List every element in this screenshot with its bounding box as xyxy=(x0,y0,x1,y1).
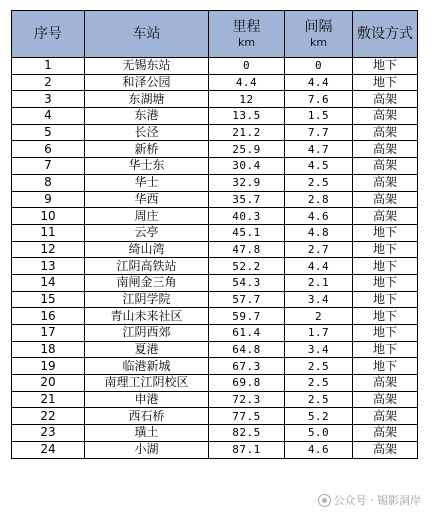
cell-interval: 7.6 xyxy=(285,91,353,108)
cell-distance: 64.8 xyxy=(209,341,285,358)
table-row xyxy=(12,58,418,75)
station-table xyxy=(11,10,418,459)
header-layout: 敷设方式 xyxy=(353,11,418,58)
cell-distance: 69.8 xyxy=(209,375,285,392)
cell-index: 24 xyxy=(12,441,85,458)
cell-distance: 35.7 xyxy=(209,191,285,208)
cell-layout: 高架 xyxy=(353,158,418,175)
table-body xyxy=(12,58,418,459)
cell-station: 江阴学院 xyxy=(85,291,209,308)
cell-distance: 77.5 xyxy=(209,408,285,425)
table-row xyxy=(12,308,418,325)
cell-distance: 67.3 xyxy=(209,358,285,375)
cell-station: 西石桥 xyxy=(85,408,209,425)
cell-station: 无锡东站 xyxy=(85,58,209,75)
cell-index: 6 xyxy=(12,141,85,158)
cell-layout: 高架 xyxy=(353,124,418,141)
cell-index: 3 xyxy=(12,91,85,108)
cell-layout: 高架 xyxy=(353,391,418,408)
cell-index: 11 xyxy=(12,224,85,241)
table-row xyxy=(12,425,418,442)
cell-interval: 0 xyxy=(285,58,353,75)
cell-index: 18 xyxy=(12,341,85,358)
cell-interval: 7.7 xyxy=(285,124,353,141)
header-station: 车站 xyxy=(85,11,209,58)
cell-station: 江阴西郊 xyxy=(85,325,209,342)
cell-interval: 4.5 xyxy=(285,158,353,175)
cell-interval: 2.5 xyxy=(285,358,353,375)
cell-station: 南理工江阴校区 xyxy=(85,375,209,392)
cell-distance: 4.4 xyxy=(209,74,285,91)
cell-station: 华士 xyxy=(85,174,209,191)
cell-interval: 2.8 xyxy=(285,191,353,208)
cell-interval: 3.4 xyxy=(285,291,353,308)
cell-index: 8 xyxy=(12,174,85,191)
cell-interval: 3.4 xyxy=(285,341,353,358)
cell-layout: 高架 xyxy=(353,91,418,108)
cell-station: 申港 xyxy=(85,391,209,408)
cell-distance: 12 xyxy=(209,91,285,108)
cell-index: 2 xyxy=(12,74,85,91)
cell-interval: 2.1 xyxy=(285,274,353,291)
cell-station: 绮山湾 xyxy=(85,241,209,258)
cell-interval: 2.7 xyxy=(285,241,353,258)
table-row xyxy=(12,325,418,342)
table-row xyxy=(12,375,418,392)
station-table-container xyxy=(11,10,418,459)
table-row xyxy=(12,141,418,158)
cell-layout: 地下 xyxy=(353,58,418,75)
cell-distance: 59.7 xyxy=(209,308,285,325)
cell-distance: 61.4 xyxy=(209,325,285,342)
cell-layout: 高架 xyxy=(353,375,418,392)
cell-interval: 5.0 xyxy=(285,425,353,442)
cell-layout: 地下 xyxy=(353,325,418,342)
cell-layout: 地下 xyxy=(353,341,418,358)
cell-distance: 45.1 xyxy=(209,224,285,241)
table-header-row xyxy=(12,11,418,58)
table-row xyxy=(12,441,418,458)
cell-distance: 72.3 xyxy=(209,391,285,408)
cell-index: 13 xyxy=(12,258,85,275)
header-interval-label: 间隔 xyxy=(304,18,333,35)
cell-distance: 57.7 xyxy=(209,291,285,308)
cell-index: 21 xyxy=(12,391,85,408)
cell-interval: 4.8 xyxy=(285,224,353,241)
cell-index: 19 xyxy=(12,358,85,375)
table-row xyxy=(12,358,418,375)
cell-distance: 21.2 xyxy=(209,124,285,141)
cell-interval: 5.2 xyxy=(285,408,353,425)
cell-distance: 0 xyxy=(209,58,285,75)
watermark xyxy=(318,492,422,508)
cell-layout: 地下 xyxy=(353,74,418,91)
cell-index: 1 xyxy=(12,58,85,75)
wechat-official-account-icon xyxy=(318,494,331,507)
cell-station: 东港 xyxy=(85,108,209,125)
cell-index: 17 xyxy=(12,325,85,342)
table-row xyxy=(12,74,418,91)
cell-station: 夏港 xyxy=(85,341,209,358)
cell-distance: 54.3 xyxy=(209,274,285,291)
table-row xyxy=(12,208,418,225)
cell-interval: 4.6 xyxy=(285,441,353,458)
cell-layout: 地下 xyxy=(353,241,418,258)
cell-station: 和泽公园 xyxy=(85,74,209,91)
cell-station: 云亭 xyxy=(85,224,209,241)
cell-distance: 32.9 xyxy=(209,174,285,191)
cell-distance: 30.4 xyxy=(209,158,285,175)
cell-index: 12 xyxy=(12,241,85,258)
cell-station: 新桥 xyxy=(85,141,209,158)
cell-interval: 2.5 xyxy=(285,174,353,191)
table-row xyxy=(12,274,418,291)
cell-index: 10 xyxy=(12,208,85,225)
cell-distance: 52.2 xyxy=(209,258,285,275)
cell-interval: 2.5 xyxy=(285,375,353,392)
table-row xyxy=(12,124,418,141)
cell-station: 小湖 xyxy=(85,441,209,458)
table-row xyxy=(12,241,418,258)
cell-index: 9 xyxy=(12,191,85,208)
cell-layout: 高架 xyxy=(353,208,418,225)
header-distance xyxy=(209,11,285,58)
header-distance-unit: km xyxy=(237,35,256,49)
cell-station: 南闸金三角 xyxy=(85,274,209,291)
table-row xyxy=(12,391,418,408)
cell-station: 周庄 xyxy=(85,208,209,225)
cell-index: 23 xyxy=(12,425,85,442)
cell-layout: 地下 xyxy=(353,308,418,325)
cell-distance: 25.9 xyxy=(209,141,285,158)
cell-layout: 地下 xyxy=(353,274,418,291)
table-row xyxy=(12,174,418,191)
table-row xyxy=(12,341,418,358)
table-row xyxy=(12,408,418,425)
cell-distance: 87.1 xyxy=(209,441,285,458)
cell-interval: 4.4 xyxy=(285,74,353,91)
cell-distance: 13.5 xyxy=(209,108,285,125)
cell-layout: 地下 xyxy=(353,258,418,275)
cell-station: 华西 xyxy=(85,191,209,208)
cell-index: 16 xyxy=(12,308,85,325)
cell-layout: 地下 xyxy=(353,358,418,375)
cell-distance: 40.3 xyxy=(209,208,285,225)
cell-layout: 高架 xyxy=(353,441,418,458)
cell-interval: 4.7 xyxy=(285,141,353,158)
cell-station: 东湖塘 xyxy=(85,91,209,108)
cell-interval: 1.5 xyxy=(285,108,353,125)
cell-layout: 高架 xyxy=(353,141,418,158)
table-row xyxy=(12,224,418,241)
cell-interval: 4.4 xyxy=(285,258,353,275)
cell-layout: 地下 xyxy=(353,224,418,241)
cell-index: 15 xyxy=(12,291,85,308)
cell-index: 7 xyxy=(12,158,85,175)
cell-index: 22 xyxy=(12,408,85,425)
table-row xyxy=(12,258,418,275)
cell-index: 4 xyxy=(12,108,85,125)
cell-interval: 4.6 xyxy=(285,208,353,225)
cell-layout: 高架 xyxy=(353,425,418,442)
cell-index: 5 xyxy=(12,124,85,141)
table-row xyxy=(12,108,418,125)
cell-station: 临港新城 xyxy=(85,358,209,375)
table-row xyxy=(12,291,418,308)
cell-index: 14 xyxy=(12,274,85,291)
cell-interval: 2 xyxy=(285,308,353,325)
table-row xyxy=(12,91,418,108)
watermark-text: 公众号 · 锡影洞岸 xyxy=(333,494,421,507)
cell-index: 20 xyxy=(12,375,85,392)
table-row xyxy=(12,158,418,175)
header-distance-label: 里程 xyxy=(232,18,261,35)
cell-station: 华士东 xyxy=(85,158,209,175)
cell-interval: 1.7 xyxy=(285,325,353,342)
cell-station: 璜土 xyxy=(85,425,209,442)
header-interval xyxy=(285,11,353,58)
header-index: 序号 xyxy=(12,11,85,58)
cell-distance: 47.8 xyxy=(209,241,285,258)
cell-station: 青山未来社区 xyxy=(85,308,209,325)
cell-station: 江阴高铁站 xyxy=(85,258,209,275)
header-interval-unit: km xyxy=(309,35,328,49)
cell-layout: 高架 xyxy=(353,191,418,208)
cell-distance: 82.5 xyxy=(209,425,285,442)
table-row xyxy=(12,191,418,208)
cell-layout: 高架 xyxy=(353,108,418,125)
cell-interval: 2.5 xyxy=(285,391,353,408)
cell-layout: 高架 xyxy=(353,174,418,191)
cell-layout: 地下 xyxy=(353,291,418,308)
cell-station: 长泾 xyxy=(85,124,209,141)
cell-layout: 高架 xyxy=(353,408,418,425)
